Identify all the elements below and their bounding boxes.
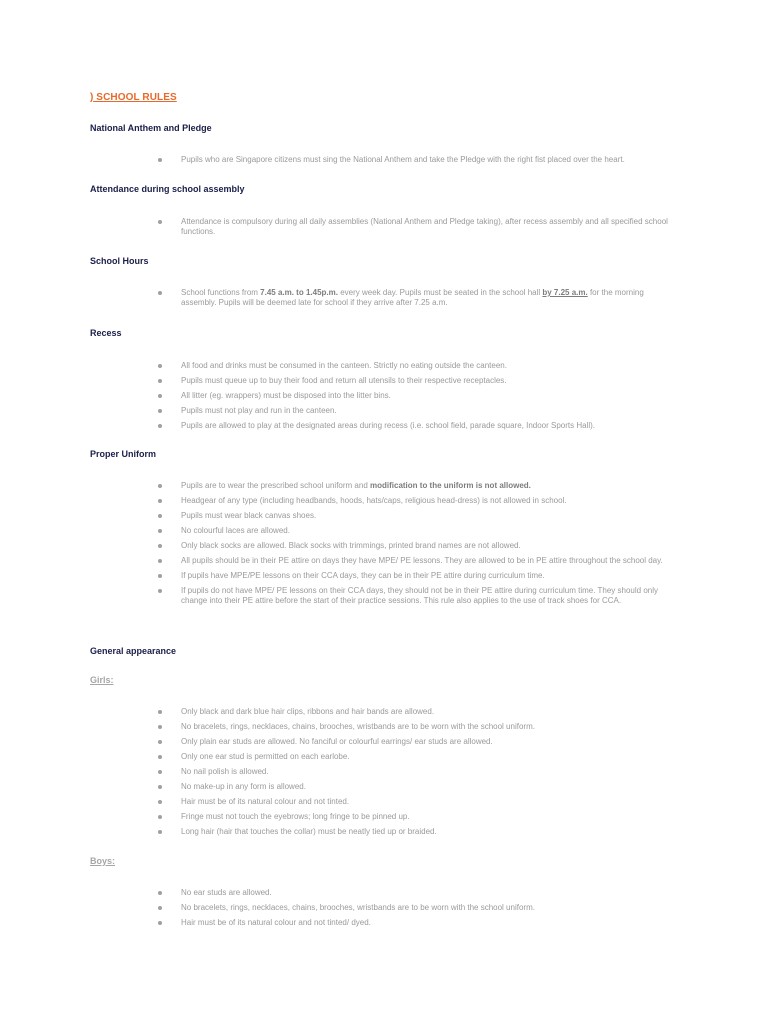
list-item: Pupils are to wear the prescribed school uniform and modification to the uniform is not allowed. (156, 481, 681, 491)
list-item: Only black socks are allowed. Black socks with trimmings, printed brand names are not allowed. (156, 541, 681, 551)
heading-general-appearance: General appearance (90, 646, 177, 656)
attendance-list (156, 217, 681, 242)
list-item: Only one ear stud is permitted on each earlobe. (156, 752, 681, 762)
bullet-icon (158, 891, 162, 895)
list-item: Fringe must not touch the eyebrows; long fringe to be pinned up. (156, 812, 681, 822)
list-item: No ear studs are allowed. (156, 888, 681, 898)
list-item: Only black and dark blue hair clips, ribbons and hair bands are allowed. (156, 707, 681, 717)
list-item: Headgear of any type (including headbands, hoods, hats/caps, religious head-dress) is not allowed in school. (156, 496, 681, 506)
anthem-list (156, 155, 681, 170)
girls-list (156, 707, 681, 842)
list-item: Attendance is compulsory during all daily assemblies (National Anthem and Pledge taking), after recess assembly and all specified school functions. (156, 217, 681, 236)
document-title: ) SCHOOL RULES (90, 92, 177, 103)
recess-list (156, 361, 681, 436)
bullet-icon (158, 800, 162, 804)
bullet-icon (158, 755, 162, 759)
bullet-icon (158, 770, 162, 774)
bullet-icon (158, 220, 162, 224)
list-item: Pupils are allowed to play at the designated areas during recess (i.e. school field, parade square, Indoor Sports Hall). (156, 421, 681, 431)
list-item: School functions from 7.45 a.m. to 1.45p.m. every week day. Pupils must be seated in the school hall by 7.25 a.m. for the morning assembly. Pupils will be deemed late for school if they arrive after 7.25 a.m. (156, 288, 681, 307)
bullet-icon (158, 740, 162, 744)
bullet-icon (158, 514, 162, 518)
list-item: Only plain ear studs are allowed. No fanciful or colourful earrings/ ear studs are allowed. (156, 737, 681, 747)
heading-recess: Recess (90, 328, 122, 338)
list-item: No make-up in any form is allowed. (156, 782, 681, 792)
list-item: Pupils must wear black canvas shoes. (156, 511, 681, 521)
bullet-icon (158, 499, 162, 503)
list-item: All pupils should be in their PE attire on days they have MPE/ PE lessons. They are allowed to be in PE attire throughout the school day. (156, 556, 681, 566)
heading-attendance: Attendance during school assembly (90, 184, 245, 194)
bullet-icon (158, 544, 162, 548)
heading-anthem: National Anthem and Pledge (90, 123, 212, 133)
list-item: Long hair (hair that touches the collar) must be neatly tied up or braided. (156, 827, 681, 837)
boys-list (156, 888, 681, 933)
bullet-icon (158, 424, 162, 428)
bullet-icon (158, 830, 162, 834)
uniform-list (156, 481, 681, 611)
subheading-girls: Girls: (90, 675, 114, 685)
bullet-icon (158, 529, 162, 533)
list-item: Pupils must queue up to buy their food and return all utensils to their respective receptacles. (156, 376, 681, 386)
bullet-icon (158, 710, 162, 714)
subheading-boys: Boys: (90, 856, 116, 866)
bullet-icon (158, 921, 162, 925)
bullet-icon (158, 725, 162, 729)
bullet-icon (158, 559, 162, 563)
list-item: Pupils who are Singapore citizens must sing the National Anthem and take the Pledge with the right fist placed over the heart. (156, 155, 681, 165)
list-item: No bracelets, rings, necklaces, chains, brooches, wristbands are to be worn with the school uniform. (156, 903, 681, 913)
hours-list (156, 288, 681, 313)
list-item: No bracelets, rings, necklaces, chains, brooches, wristbands are to be worn with the school uniform. (156, 722, 681, 732)
bullet-icon (158, 379, 162, 383)
heading-school-hours: School Hours (90, 256, 149, 266)
bullet-icon (158, 409, 162, 413)
heading-proper-uniform: Proper Uniform (90, 449, 157, 459)
list-item: If pupils have MPE/PE lessons on their CCA days, they can be in their PE attire during curriculum time. (156, 571, 681, 581)
bullet-icon (158, 484, 162, 488)
list-item: Hair must be of its natural colour and not tinted/ dyed. (156, 918, 681, 928)
list-item: All litter (eg. wrappers) must be disposed into the litter bins. (156, 391, 681, 401)
list-item: Pupils must not play and run in the canteen. (156, 406, 681, 416)
bullet-icon (158, 364, 162, 368)
list-item: No colourful laces are allowed. (156, 526, 681, 536)
bullet-icon (158, 906, 162, 910)
list-item: No nail polish is allowed. (156, 767, 681, 777)
bullet-icon (158, 589, 162, 593)
list-item: If pupils do not have MPE/ PE lessons on their CCA days, they should not be in their PE attire during curriculum time. They should only change into their PE attire before the start of their practice sessions. This rule also applies to the use of track shoes for CCA. (156, 586, 681, 605)
bullet-icon (158, 815, 162, 819)
list-item: Hair must be of its natural colour and not tinted. (156, 797, 681, 807)
list-item: All food and drinks must be consumed in the canteen. Strictly no eating outside the canteen. (156, 361, 681, 371)
bullet-icon (158, 158, 162, 162)
bullet-icon (158, 291, 162, 295)
bullet-icon (158, 785, 162, 789)
bullet-icon (158, 574, 162, 578)
bullet-icon (158, 394, 162, 398)
